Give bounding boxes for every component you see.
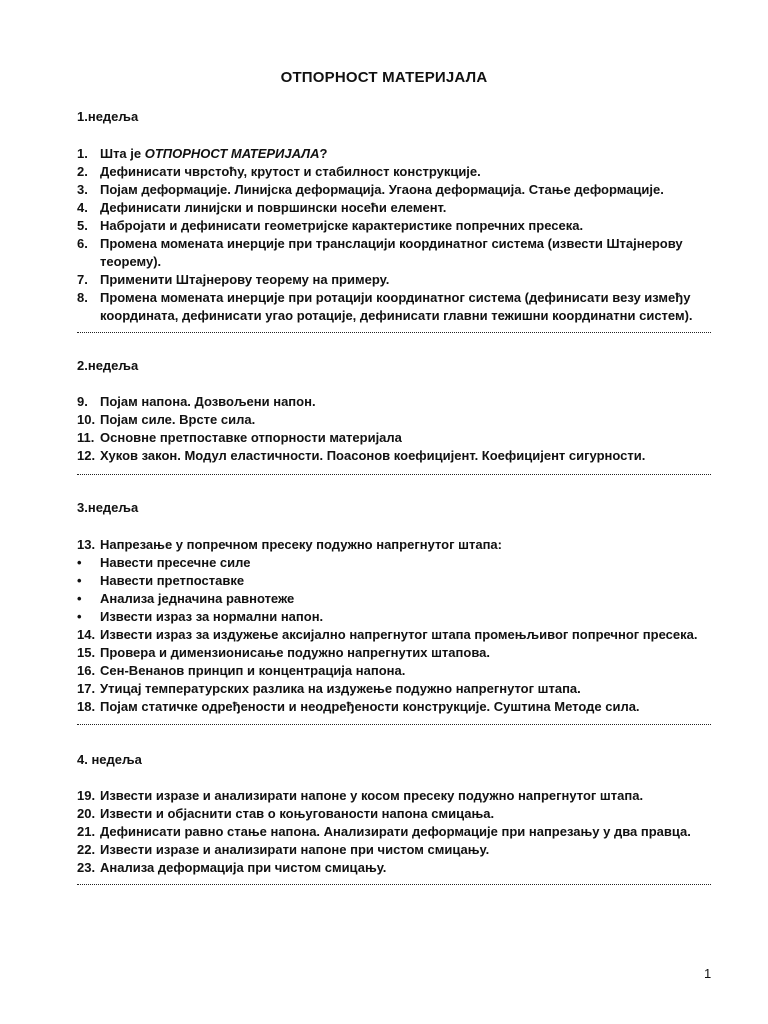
week-2-list [77,393,717,465]
week-1-heading: 1.недеља [77,109,139,124]
list-item [77,429,717,447]
list-item [77,145,717,163]
item-text: Појам силе. Врсте сила. [100,412,256,427]
list-item [77,393,717,411]
dotted-separator [77,332,711,333]
item-number: 9. [77,394,88,409]
item-number: 7. [77,272,88,287]
item-text: Навести претпоставке [100,573,245,588]
page-number: 1 [704,966,712,981]
list-item [77,411,717,429]
dotted-separator [77,474,711,475]
list-item [77,805,717,823]
item-text: Појам статичке одређености и неодређености конструкције. Суштина Методе сила. [100,699,640,714]
bullet-item [77,590,717,608]
dotted-separator [77,724,711,725]
item-number: 21. [77,824,96,839]
item-text: Појам напона. Дозвољени напон. [100,394,316,409]
item-text: Основне претпоставке отпорности материјала [100,430,402,445]
item-number: 1. [77,146,88,161]
list-item [77,271,717,289]
list-item [77,787,717,805]
bullet-item [77,554,717,572]
item-number: 10. [77,412,96,427]
item-number: 8. [77,290,88,305]
list-item [77,289,717,325]
bullet-icon: • [77,573,82,588]
item-text: Промена момената инерције при ротацији координатног система (дефинисати везу између координата, дефинисати угао ротације, дефинисати главни тежишни координатни систем). [100,290,693,323]
list-item [77,217,717,235]
list-item [77,859,717,877]
bullet-icon: • [77,591,82,606]
item-text: Извести изразе и анализирати напоне у косом пресеку подужно напрегнутог штапа. [100,788,644,803]
item-text: Промена момената инерције при транслацији координатног система (извести Штајнерову теорему). [100,236,683,269]
item-text: Анализа деформација при чистом смицању. [100,860,387,875]
list-item [77,181,717,199]
dotted-separator [77,884,711,885]
list-item [77,644,717,662]
item-number: 20. [77,806,96,821]
document-title: ОТПОРНОСТ МАТЕРИЈАЛА [280,69,488,86]
item-text: Извести изразе и анализирати напоне при чистом смицању. [100,842,490,857]
list-item [77,823,717,841]
item-number: 2. [77,164,88,179]
item-text: Појам деформације. Линијска деформација. Угаона деформација. Стање деформације. [100,182,664,197]
item-number: 14. [77,627,96,642]
item-number: 12. [77,448,96,463]
item-text: Дефинисати линијски и површински носећи елемент. [100,200,447,215]
bullet-icon: • [77,609,82,624]
list-item [77,235,717,271]
list-item [77,199,717,217]
list-item [77,163,717,181]
item-number: 5. [77,218,88,233]
item-text: Применити Штајнерову теорему на примеру. [100,272,390,287]
item-text: Шта је [100,146,145,161]
bullet-icon: • [77,555,82,570]
item-number: 17. [77,681,96,696]
item-emphasis: ОТПОРНОСТ МАТЕРИЈАЛА [144,146,320,161]
list-item [77,841,717,859]
item-number: 22. [77,842,96,857]
item-text: Навести пресечне силе [100,555,251,570]
item-text: Дефинисати равно стање напона. Анализирати деформације при напрезању у два правца. [100,824,691,839]
item-number: 4. [77,200,88,215]
item-number: 19. [77,788,96,803]
list-item [77,626,717,644]
week-4-list [77,787,717,877]
week-4-heading: 4. недеља [77,752,142,767]
item-number: 15. [77,645,96,660]
bullet-item [77,572,717,590]
item-text: Извести израз за нормални напон. [100,609,324,624]
week-1-list [77,145,717,325]
item-number: 18. [77,699,96,714]
list-item [77,680,717,698]
list-item [77,698,717,716]
list-item [77,447,717,465]
item-text: Набројати и дефинисати геометријске карактеристике попречних пресека. [100,218,584,233]
item-text: Извести израз за издужење аксијално напрегнутог штапа промењљивог попречног пресека. [100,627,698,642]
week-3-heading: 3.недеља [77,500,139,515]
item-text: Хуков закон. Модул еластичности. Поасонов коефицијент. Коефицијент сигурности. [100,448,646,463]
bullet-item [77,608,717,626]
item-text: Анализа једначина равнотеже [100,591,295,606]
list-item [77,536,717,554]
item-text: Сен-Венанов принцип и концентрација напона. [100,663,406,678]
item-number: 16. [77,663,96,678]
item-number: 6. [77,236,88,251]
week-2-heading: 2.недеља [77,358,139,373]
item-number: 23. [77,860,96,875]
item-number: 13. [77,537,96,552]
item-text: Провера и димензионисање подужно напрегнутих штапова. [100,645,490,660]
item-text: Дефинисати чврстоћу, крутост и стабилност конструкције. [100,164,481,179]
item-number: 3. [77,182,88,197]
item-text: Извести и објаснити став о коњугованости напона смицања. [100,806,495,821]
list-item [77,662,717,680]
week-3-list [77,536,717,716]
item-text: Напрезање у попречном пресеку подужно напрегнутог штапа: [100,537,502,552]
item-number: 11. [77,430,95,445]
item-text-suffix: ? [319,146,328,161]
item-text: Утицај температурских разлика на издужење подужно напрегнутог штапа. [100,681,581,696]
